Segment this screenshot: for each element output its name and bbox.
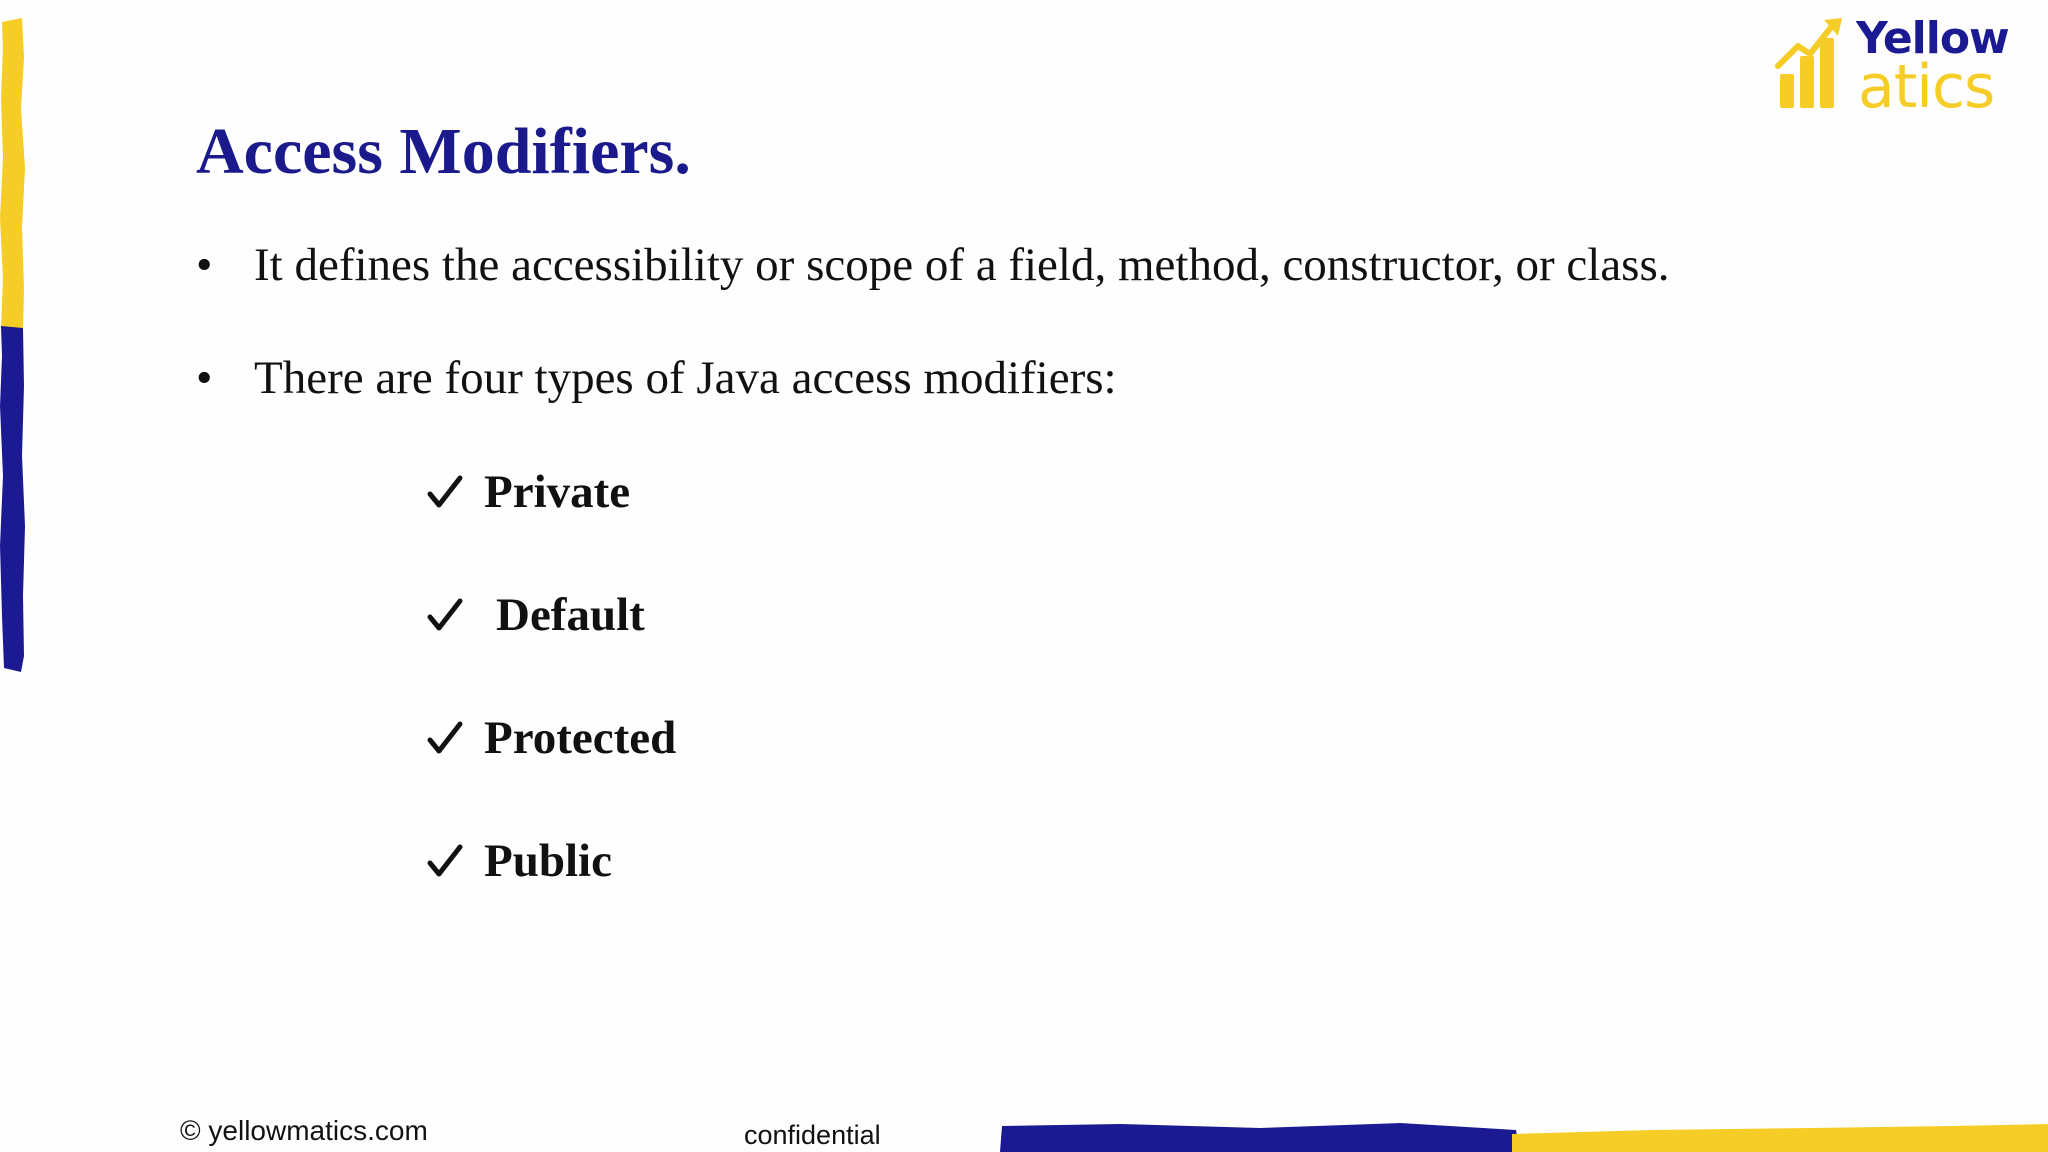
bottom-yellow-brush-stripe bbox=[1512, 1124, 2048, 1152]
modifier-label: Private bbox=[484, 466, 631, 518]
rising-bars-arrow-icon bbox=[1774, 14, 1854, 110]
yellowmatics-logo bbox=[1774, 13, 2010, 122]
slide-title: Access Modifiers. bbox=[196, 115, 691, 188]
bullet-marker: • bbox=[196, 239, 213, 291]
footer-confidential: confidential bbox=[744, 1120, 881, 1150]
bullet-text: It defines the accessibility or scope of a field, method, constructor, or class. bbox=[254, 239, 1670, 291]
bullet-marker: • bbox=[196, 352, 213, 404]
footer-copyright: © yellowmatics.com bbox=[180, 1115, 428, 1146]
modifier-label: Default bbox=[496, 589, 645, 641]
modifier-label: Protected bbox=[484, 712, 677, 764]
left-yellow-brush-stripe bbox=[0, 18, 26, 330]
bullet-text: There are four types of Java access modifiers: bbox=[254, 352, 1117, 404]
check-icon bbox=[426, 718, 464, 758]
check-icon bbox=[426, 472, 464, 512]
left-blue-brush-stripe bbox=[0, 326, 26, 672]
logo-word-yellow: Yellow bbox=[1856, 13, 2009, 64]
modifier-label: Public bbox=[484, 835, 612, 887]
logo-word-atics: atics bbox=[1858, 52, 1995, 122]
check-icon bbox=[426, 595, 464, 635]
bottom-blue-brush-stripe bbox=[1000, 1122, 1520, 1152]
check-icon bbox=[426, 841, 464, 881]
